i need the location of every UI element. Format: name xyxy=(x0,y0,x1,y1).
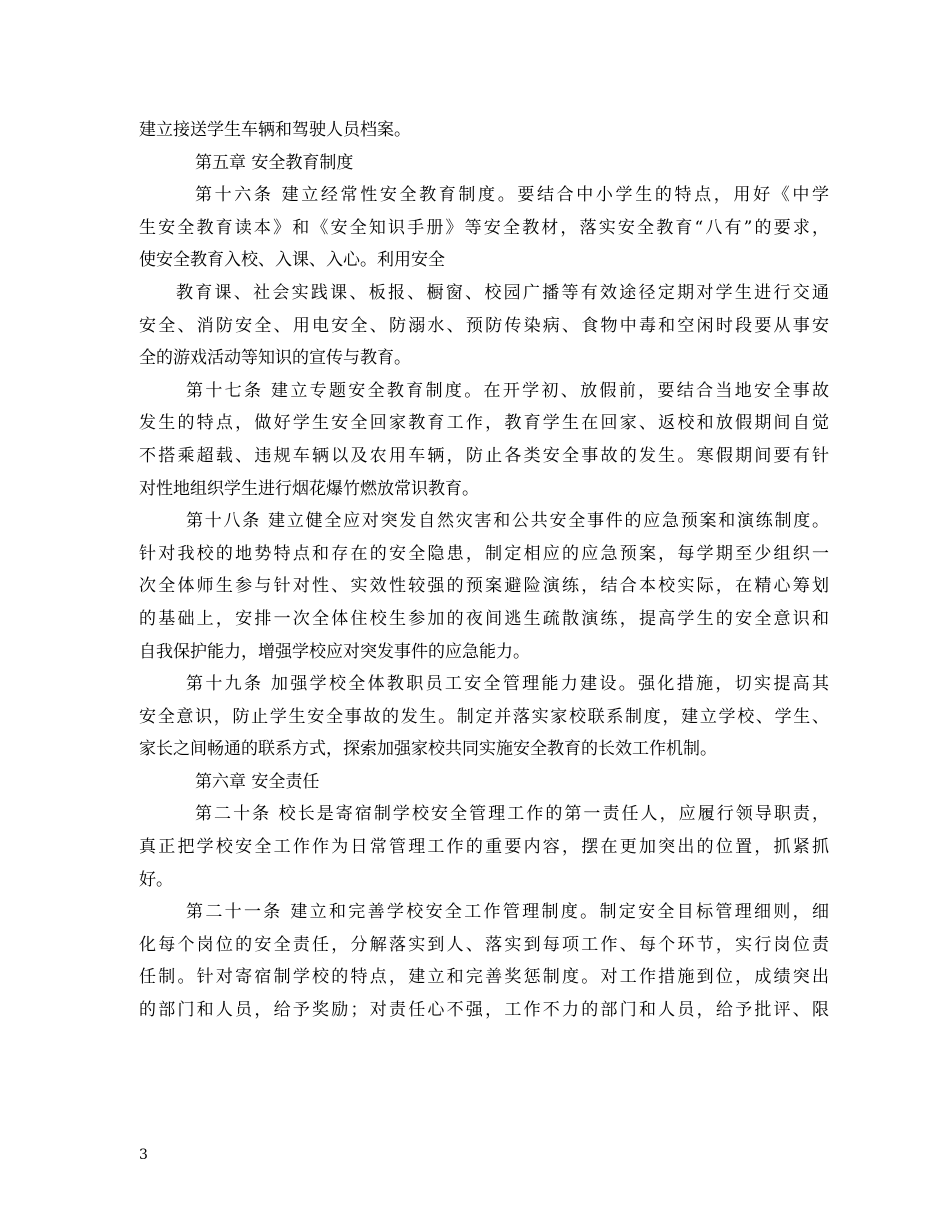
chapter-heading: 第五章 安全教育制度 xyxy=(195,152,354,173)
text-line: 发生的特点，做好学生安全回家教育工作，教育学生在回家、返校和放假期间自觉 xyxy=(139,413,829,434)
text-line: 真正把学校安全工作作为日常管理工作的重要内容，摆在更加突出的位置，抓紧抓 xyxy=(139,837,829,858)
text-line: 第二十条 校长是寄宿制学校安全管理工作的第一责任人，应履行领导职责， xyxy=(195,804,829,825)
text-line: 生安全教育读本》和《安全知识手册》等安全教材，落实安全教育“八有”的要求， xyxy=(139,217,829,238)
text-line: 第十六条 建立经常性安全教育制度。要结合中小学生的特点，用好《中学 xyxy=(195,185,829,206)
text-line: 的基础上，安排一次全体住校生参加的夜间逃生疏散演练，提高学生的安全意识和 xyxy=(139,608,829,629)
text-line: 自我保护能力，增强学校应对突发事件的应急能力。 xyxy=(139,641,530,662)
text-line: 全的游戏活动等知识的宣传与教育。 xyxy=(139,348,411,369)
text-line: 针对我校的地势特点和存在的安全隐患，制定相应的应急预案，每学期至少组织一 xyxy=(139,543,829,564)
text-line: 化每个岗位的安全责任，分解落实到人、落实到每项工作、每个环节，实行岗位责 xyxy=(139,934,829,955)
text-line: 次全体师生参与针对性、实效性较强的预案避险演练，结合本校实际，在精心筹划 xyxy=(139,576,829,597)
page-number: 3 xyxy=(139,1147,148,1163)
text-line: 使安全教育入校、入课、入心。利用安全 xyxy=(139,250,445,271)
text-line: 的部门和人员，给予奖励；对责任心不强，工作不力的部门和人员，给予批评、限 xyxy=(139,1000,829,1021)
text-line: 第十九条 加强学校全体教职员工安全管理能力建设。强化措施，切实提高其 xyxy=(186,674,829,695)
text-line: 第十八条 建立健全应对突发自然灾害和公共安全事件的应急预案和演练制度。 xyxy=(186,511,829,532)
text-line: 不搭乘超载、违规车辆以及农用车辆，防止各类安全事故的发生。寒假期间要有针 xyxy=(139,445,829,466)
text-line: 第十七条 建立专题安全教育制度。在开学初、放假前，要结合当地安全事故 xyxy=(186,380,829,401)
text-line: 对性地组织学生进行烟花爆竹燃放常识教育。 xyxy=(139,478,479,499)
text-line: 安全、消防安全、用电安全、防溺水、预防传染病、食物中毒和空闲时段要从事安 xyxy=(139,315,829,336)
text-line: 任制。针对寄宿制学校的特点，建立和完善奖惩制度。对工作措施到位，成绩突出 xyxy=(139,967,829,988)
chapter-heading: 第六章 安全责任 xyxy=(195,771,320,792)
text-line: 教育课、社会实践课、板报、橱窗、校园广播等有效途径定期对学生进行交通 xyxy=(176,282,829,303)
text-line: 家长之间畅通的联系方式，探索加强家校共同实施安全教育的长效工作机制。 xyxy=(139,739,717,760)
text-line: 第二十一条 建立和完善学校安全工作管理制度。制定安全目标管理细则，细 xyxy=(186,902,829,923)
body-text xyxy=(139,114,829,1027)
text-line: 建立接送学生车辆和驾驶人员档案。 xyxy=(139,120,411,140)
text-line: 安全意识，防止学生安全事故的发生。制定并落实家校联系制度，建立学校、学生、 xyxy=(139,706,829,727)
text-line: 好。 xyxy=(139,869,173,890)
